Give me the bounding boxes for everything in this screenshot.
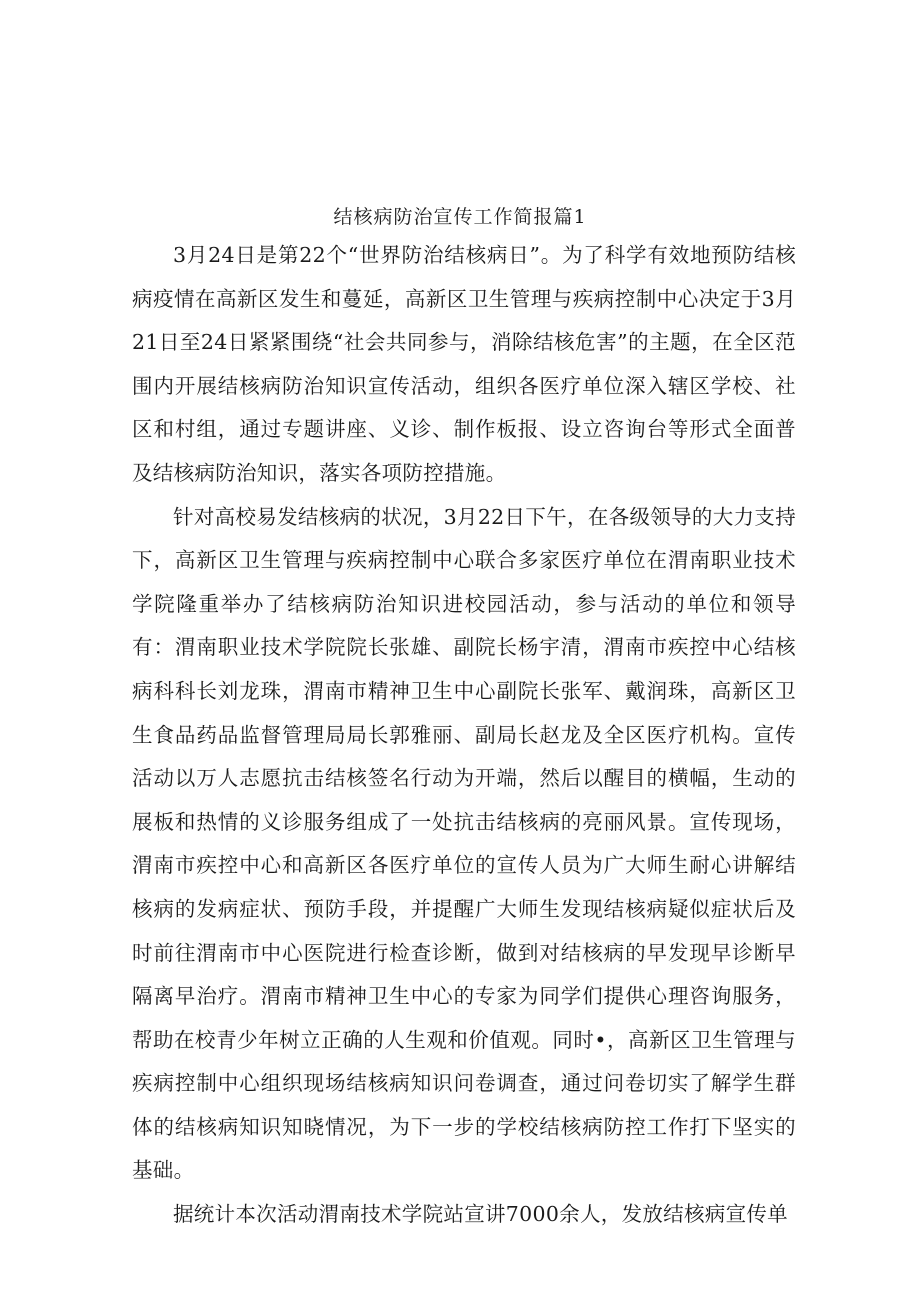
paragraph-2: 针对高校易发结核病的状况，3月22日下午，在各级领导的大力支持下，高新区卫生管理与疾病控制中心联合多家医疗单位在渭南职业技术学院隆重举办了结核病防治知识进校园活动，参与活动的单位和领导有：渭南职业技术学院院长张雄、副院长杨宇清，渭南市疾控中心结核病科科长刘龙珠，渭南市精神卫生中心副院长张军、戴润珠，高新区卫生食品药品监督管理局局长郭雅丽、副局长赵龙及全区医疗机构。宣传活动以万人志愿抗击结核签名行动为开端，然后以醒目的横幅，生动的展板和热情的义诊服务组成了一处抗击结核病的亮丽风景。宣传现场，渭南市疾控中心和高新区各医疗单位的宣传人员为广大师生耐心讲解结核病的发病症状、预防手段，并提醒广大师生发现结核病疑似症状后及时前往渭南市中心医院进行检查诊断，做到对结核病的早发现早诊断早隔离早治疗。渭南市精神卫生中心的专家为同学们提供心理咨询服务，帮助在校青少年树立正确的人生观和价值观。同时•，高新区卫生管理与疾病控制中心组织现场结核病知识问卷调查，通过问卷切实了解学生群体的结核病知识知晓情况，为下一步的学校结核病防控工作打下坚实的基础。	[132, 504, 796, 1183]
paragraph-3: 据统计本次活动渭南技术学院站宣讲7000余人，发放结核病宣传单	[173, 1202, 788, 1227]
document-title: 结核病防治宣传工作简报篇1	[333, 206, 587, 228]
paragraph-1: 3月24日是第22个“世界防治结核病日”。为了科学有效地预防结核病疫情在高新区发生和蔓延，高新区卫生管理与疾病控制中心决定于3月21日至24日紧紧围绕“社会共同参与，消除结核危害”的主题，在全区范围内开展结核病防治知识宣传活动，组织各医疗单位深入辖区学校、社区和村组，通过专题讲座、义诊、制作板报、设立咨询台等形式全面普及结核病防治知识，落实各项防控措施。	[132, 243, 796, 485]
document-body	[132, 234, 796, 1237]
